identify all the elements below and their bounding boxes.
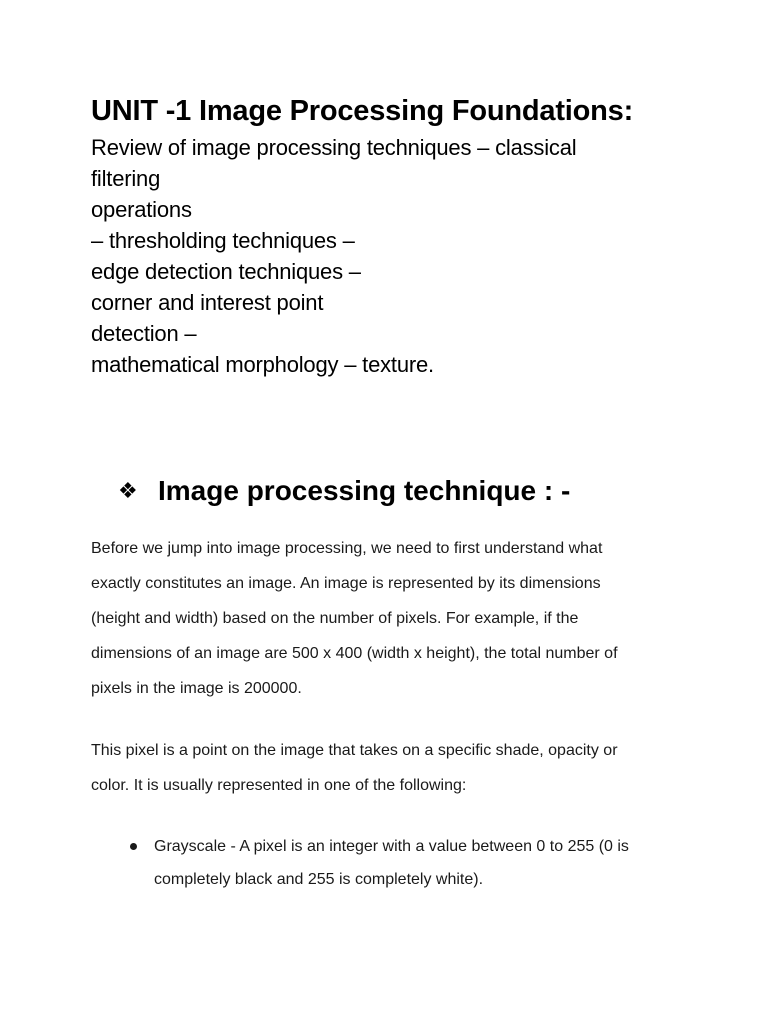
syllabus-line: edge detection techniques –: [91, 259, 361, 284]
bullet-dot-icon: [130, 843, 137, 850]
list-item-grayscale: [130, 830, 629, 896]
syllabus-line: corner and interest point: [91, 290, 324, 315]
syllabus-text: [91, 132, 576, 380]
syllabus-line: operations: [91, 197, 192, 222]
diamond-bullet-icon: ❖: [118, 479, 138, 504]
paragraph-line: dimensions of an image are 500 x 400 (width x height), the total number of: [91, 645, 618, 662]
paragraph-line: Before we jump into image processing, we need to first understand what: [91, 540, 603, 557]
paragraph-line: This pixel is a point on the image that takes on a specific shade, opacity or: [91, 742, 618, 759]
section-heading: [118, 472, 570, 511]
list-item-text: [154, 830, 629, 896]
syllabus-line: mathematical morphology – texture.: [91, 352, 434, 377]
syllabus-line: – thresholding techniques –: [91, 228, 355, 253]
paragraph-line: (height and width) based on the number of pixels. For example, if the: [91, 610, 579, 627]
paragraph-line: color. It is usually represented in one of the following:: [91, 777, 467, 794]
syllabus-line: filtering: [91, 166, 161, 191]
paragraph-image-definition: [91, 531, 618, 706]
paragraph-pixel-definition: [91, 733, 618, 803]
unit-title: UNIT -1 Image Processing Foundations:: [91, 95, 634, 127]
section-heading-text: Image processing technique : -: [158, 475, 571, 506]
syllabus-line: detection –: [91, 321, 197, 346]
syllabus-line: Review of image processing techniques – classical: [91, 135, 577, 160]
paragraph-line: exactly constitutes an image. An image is represented by its dimensions: [91, 575, 601, 592]
list-item-line: Grayscale - A pixel is an integer with a value between 0 to 255 (0 is: [154, 838, 629, 855]
list-item-line: completely black and 255 is completely white).: [154, 871, 484, 888]
pixel-types-list: [130, 830, 629, 896]
paragraph-line: pixels in the image is 200000.: [91, 680, 302, 697]
